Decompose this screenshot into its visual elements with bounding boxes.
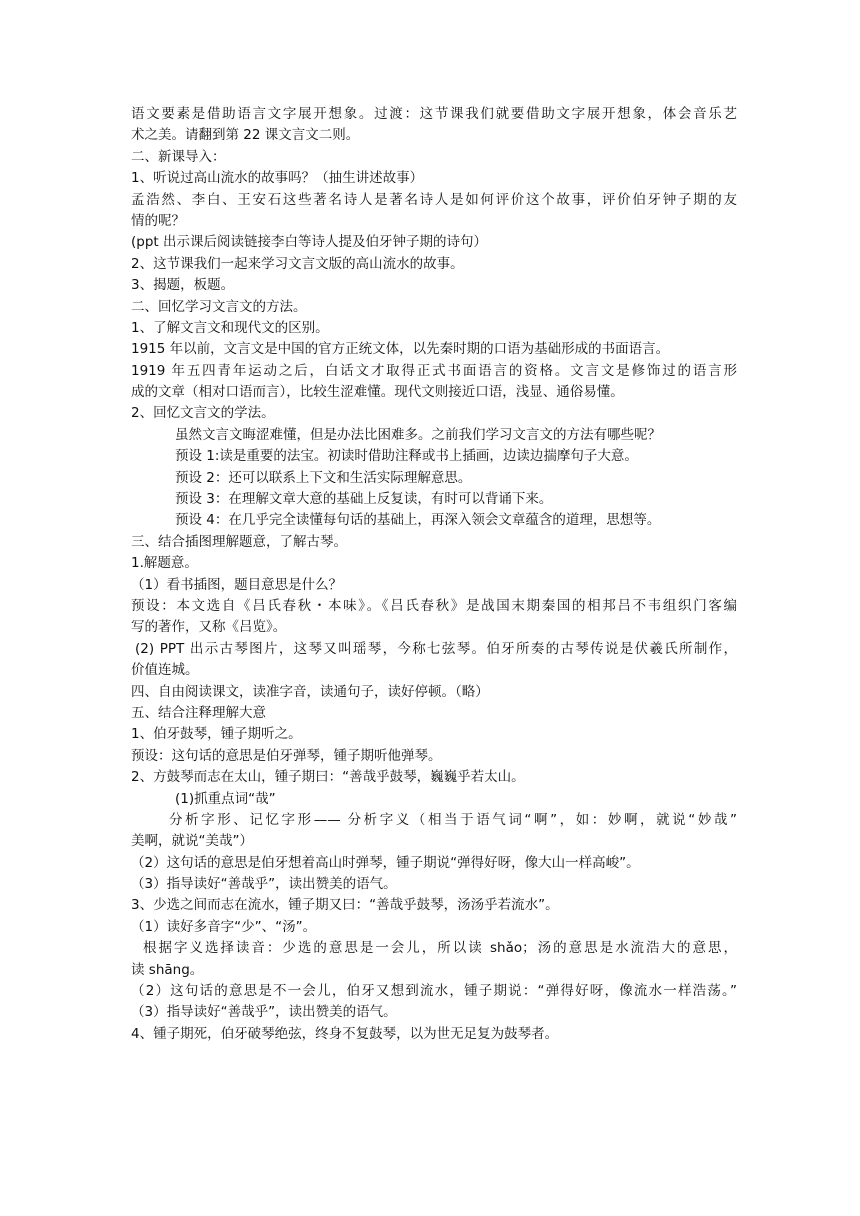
text-line-4: 1、听说过高山流水的故事吗？（抽生讲述故事）: [131, 170, 424, 187]
text-line-41: 读 shāng。: [131, 961, 204, 978]
text-line-23: （1）看书插图，题目意思是什么？: [131, 576, 343, 593]
text-line-8: 2、这节课我们一起来学习文言文版的高山流水的故事。: [131, 255, 464, 272]
text-line-6: 情的呢？: [131, 212, 185, 229]
text-line-19: 预设 3：在理解文章大意的基础上反复读，有时可以背诵下来。: [175, 491, 553, 508]
document-page: [131, 104, 737, 1045]
text-line-12: 1915 年以前，文言文是中国的官方正统文体，以先秦时期的口语为基础形成的书面语言。: [131, 341, 670, 358]
section-heading-free-reading: 四、自由阅读课文，读准字音，读通句子，读好停顿。（略）: [131, 683, 489, 700]
text-line-17: 预设 1:读是重要的法宝。初读时借助注释或书上插画，边读边揣摩句子大意。: [175, 448, 638, 465]
text-line-30: 1、伯牙鼓琴，锺子期听之。: [131, 726, 302, 743]
text-line-33: (1)抓重点词“哉”: [175, 790, 276, 807]
text-line-43: （3）指导读好“善哉乎”，读出赞美的语气。: [131, 1004, 397, 1021]
text-line-2: 术之美。请翻到第 22 课文言文二则。: [131, 127, 360, 144]
section-heading-annotations: 五、结合注释理解大意: [131, 704, 266, 721]
text-line-26: (2) PPT 出示古琴图片，这琴又叫瑶琴，今称七弦琴。伯牙所奏的古琴传说是伏羲氏所制作，: [135, 640, 737, 657]
text-line-14: 成的文章（相对口语而言），比较生涩难懂。现代文则接近口语，浅显、通俗易懂。: [131, 384, 624, 401]
text-line-7: (ppt 出示课后阅读链接李白等诗人提及伯牙钟子期的诗句）: [131, 234, 487, 251]
text-line-5: 孟浩然、李白、王安石这些著名诗人是著名诗人是如何评价这个故事，评价伯牙钟子期的友: [131, 191, 737, 208]
text-line-22: 1.解题意。: [131, 555, 198, 572]
text-line-42: （2）这句话的意思是不一会儿，伯牙又想到流水，锺子期说：“弹得好呀，像流水一样浩荡。”: [131, 983, 737, 1000]
text-line-20: 预设 4：在几乎完全读懂每句话的基础上，再深入领会文章蕴含的道理，思想等。: [175, 512, 661, 529]
text-line-25: 写的著作，又称《吕览》。: [131, 619, 287, 636]
text-line-36: （2）这句话的意思是伯牙想着高山时弹琴，锺子期说“弹得好呀，像大山一样高峻”。: [131, 854, 640, 871]
text-line-24: 预设：本文选自《吕氏春秋・本味》。《吕氏春秋》是战国末期秦国的相邦吕不韦组织门客编: [131, 597, 737, 614]
text-line-27: 价值连城。: [131, 662, 199, 679]
text-line-34: 分析字形、记忆字形—— 分析字义（相当于语气词“啊”，如：妙啊，就说“妙哉”: [169, 811, 737, 828]
text-line-13: 1919 年五四青年运动之后，白话文才取得正式书面语言的资格。文言文是修饰过的语言形: [131, 362, 737, 379]
text-line-11: 1、了解文言文和现代文的区别。: [131, 319, 329, 336]
text-line-31: 预设：这句话的意思是伯牙弹琴，锺子期听他弹琴。: [131, 747, 442, 764]
text-line-16: 虽然文言文晦涩难懂，但是办法比困难多。之前我们学习文言文的方法有哪些呢？: [175, 426, 661, 443]
section-heading-methods: 二、回忆学习文言文的方法。: [131, 298, 307, 315]
text-line-38: 3、少选之间而志在流水，锺子期又曰：“善哉乎鼓琴，汤汤乎若流水”。: [131, 897, 559, 914]
text-line-37: （3）指导读好“善哉乎”，读出赞美的语气。: [131, 876, 397, 893]
text-line-1: 语文要素是借助语言文字展开想象。过渡：这节课我们就要借助文字展开想象，体会音乐艺: [131, 106, 737, 122]
section-heading-illustration: 三、结合插图理解题意，了解古琴。: [131, 533, 347, 550]
section-heading-new-lesson: 二、新课导入：: [131, 148, 226, 165]
text-line-18: 预设 2：还可以联系上下文和生活实际理解意思。: [175, 469, 472, 486]
text-line-35: 美啊，就说“美哉”）: [131, 833, 253, 850]
text-line-15: 2、回忆文言文的学法。: [131, 405, 275, 422]
text-line-40: 根据字义选择读音：少选的意思是一会儿，所以读 shǎo；汤的意思是水流浩大的意思，: [143, 940, 737, 957]
text-line-39: （1）读好多音字“少”、“汤”。: [131, 918, 317, 935]
text-line-44: 4、锺子期死，伯牙破琴绝弦，终身不复鼓琴，以为世无足复为鼓琴者。: [131, 1025, 559, 1042]
text-line-9: 3、揭题，板题。: [131, 277, 235, 294]
text-line-32: 2、方鼓琴而志在太山，锺子期曰：“善哉乎鼓琴，巍巍乎若太山。: [131, 769, 525, 786]
